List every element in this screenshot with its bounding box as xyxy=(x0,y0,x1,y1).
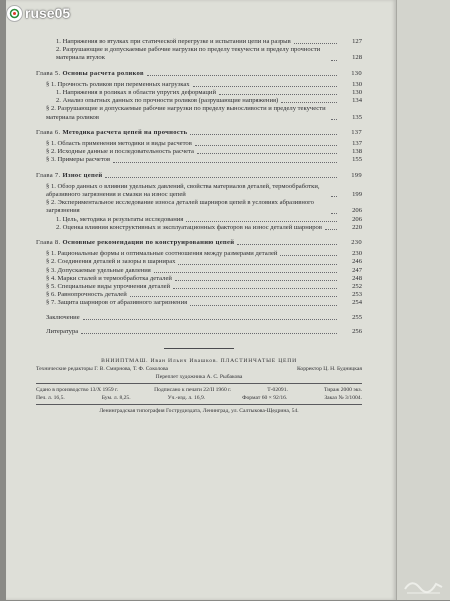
toc-entry xyxy=(36,81,362,89)
leader-dots xyxy=(190,305,337,306)
page-number: 252 xyxy=(352,283,362,291)
page-number: 135 xyxy=(352,113,362,121)
toc-chapter-heading xyxy=(36,239,362,247)
imprint-print-sheets: Печ. л. 16,5. xyxy=(36,395,65,402)
leader-dots xyxy=(331,60,337,61)
toc-entry xyxy=(36,199,362,215)
leader-dots xyxy=(219,94,337,95)
watermark-icon xyxy=(402,574,446,596)
page-number: 248 xyxy=(352,274,362,282)
toc-entry-text: § 2. Исходные данные и последовательность расчета xyxy=(46,148,194,156)
leader-dots xyxy=(186,221,337,222)
leader-dots xyxy=(113,162,337,163)
page-number: 199 xyxy=(352,191,362,199)
toc-entry-text: § 1. Прочность роликов при переменных нагрузках xyxy=(46,80,190,88)
page-number: 255 xyxy=(352,313,362,321)
page-number: 220 xyxy=(352,223,362,231)
toc-entry-text: 2. Анализ опытных данных по прочности роликов (разрушающие напряжения) xyxy=(56,97,279,105)
page-number: 247 xyxy=(352,266,362,274)
page-number: 230 xyxy=(352,250,362,258)
chapter-title xyxy=(36,70,144,78)
separator-rule xyxy=(164,348,234,349)
page-number: 130 xyxy=(352,80,362,88)
leader-dots xyxy=(130,296,337,297)
toc-entry-text: 1. Напряжения во втулках при статической перегрузке и испытании цепи на разрыв xyxy=(56,38,291,45)
toc-entry-text: 2. Оценка влияния конструктивных и эксплуатационных факторов на износ деталей шарниров xyxy=(56,223,322,231)
leader-dots xyxy=(331,196,337,197)
page-number: 206 xyxy=(352,207,362,215)
toc-entry xyxy=(36,328,362,336)
page-number: 138 xyxy=(352,148,362,156)
toc-entry xyxy=(36,183,362,199)
imprint-dates xyxy=(36,386,362,394)
book-page xyxy=(6,0,396,600)
leader-dots xyxy=(281,102,337,103)
toc-entry xyxy=(36,216,362,224)
chapter-title xyxy=(36,172,102,180)
chapter-name: Основы расчета роликов xyxy=(62,69,144,77)
toc-entry-text: § 1. Область применения методики и виды расчетов xyxy=(46,140,192,148)
toc-entry-text: § 6. Равнопрочность деталей xyxy=(46,291,127,299)
toc-entry-text: § 2. Экспериментальное исследование износа деталей шарниров цепей в условиях абразивного загрязнения xyxy=(46,199,314,215)
chapter-name: Основные рекомендации по конструированию цепей xyxy=(62,239,235,247)
leader-dots xyxy=(195,145,337,146)
logo-mark-icon xyxy=(6,5,23,22)
chapter-label: Глава 5. xyxy=(36,69,61,77)
toc-entry xyxy=(36,140,362,148)
imprint-rule xyxy=(36,404,362,405)
leader-dots xyxy=(331,119,337,120)
toc-entry xyxy=(36,250,362,258)
toc-entry-text: 1. Напряжения в роликах в области упругих деформаций xyxy=(56,89,216,97)
leader-dots xyxy=(173,288,337,289)
page-number: 130 xyxy=(352,89,362,97)
toc-chapter-heading xyxy=(36,70,362,78)
toc-entry-text: § 1. Обзор данных о влиянии удельных давлений, свойства материалов деталей, термообработки, абразивного загрязнения и смазки на износ цепей xyxy=(46,182,320,199)
page-number: 130 xyxy=(351,69,362,77)
toc-entry xyxy=(36,275,362,283)
toc-entry-text: § 3. Примеры расчетов xyxy=(46,156,111,164)
leader-dots xyxy=(193,86,337,87)
leader-dots xyxy=(105,177,337,178)
toc-entry xyxy=(36,97,362,105)
chapter-title xyxy=(36,239,234,247)
toc-entry xyxy=(36,148,362,156)
page-number: 137 xyxy=(351,128,362,136)
facing-page-edge xyxy=(396,0,450,600)
leader-dots xyxy=(175,280,337,281)
toc-entry-text: § 4. Марки сталей и термообработка деталей xyxy=(46,274,172,282)
site-logo xyxy=(6,4,70,22)
imprint-signed: Подписано к печати 22/II 1960 г. xyxy=(154,387,232,394)
imprint-code: Т-02091. xyxy=(267,387,288,394)
page-number: 134 xyxy=(352,97,362,105)
table-of-contents xyxy=(36,38,362,415)
imprint-print-run: Тираж 2000 экз. xyxy=(323,387,362,394)
chapter-name: Методика расчета цепей на прочность xyxy=(62,128,188,136)
toc-entry-text: 2. Разрушающие и допускаемые рабочие нагрузки по пределу текучести и пределу прочности материала втулок xyxy=(56,46,321,62)
imprint-paper-sheets: Бум. л. 8,25. xyxy=(101,395,131,402)
toc-entry-text: § 5. Специальные виды упрочнения деталей xyxy=(46,283,171,291)
imprint-block xyxy=(36,357,362,415)
imprint-edition-sheets: Уч.-изд. л. 16,9. xyxy=(167,395,206,402)
toc-entry-text: 1. Цель, методика и результаты исследования xyxy=(56,215,184,223)
leader-dots xyxy=(331,213,337,214)
imprint-printer: Ленинградская типография Гострудиздата, Ленинград, ул. Салтыкова-Щедрина, 54. xyxy=(99,408,299,415)
imprint-technical-editors: Технические редакторы Г. В. Смирнова, Т. Ф. Соколова xyxy=(36,366,169,373)
toc-entry xyxy=(36,291,362,299)
toc-entry xyxy=(36,267,362,275)
leader-dots xyxy=(190,134,337,135)
toc-entry xyxy=(36,38,362,46)
toc-entry xyxy=(36,258,362,266)
leader-dots xyxy=(178,264,337,265)
toc-entry xyxy=(36,105,362,121)
toc-entry xyxy=(36,46,362,62)
toc-entry-text: § 2. Разрушающие и допускаемые рабочие нагрузки по пределу выносливости и пределу текучести материала роликов xyxy=(46,105,326,121)
imprint-order: Заказ № 3/1004. xyxy=(324,395,362,402)
leader-dots xyxy=(81,333,337,334)
imprint-submitted: Сдано в производство 13/X 1959 г. xyxy=(36,387,119,394)
imprint-editors xyxy=(36,365,362,373)
chapter-label: Глава 6. xyxy=(36,128,61,136)
toc-entry-text: § 3. Допускаемые удельные давления xyxy=(46,266,151,274)
leader-dots xyxy=(147,75,337,76)
chapter-title xyxy=(36,129,187,137)
page-number: 127 xyxy=(352,38,362,45)
leader-dots xyxy=(154,272,337,273)
leader-dots xyxy=(237,244,337,245)
page-number: 230 xyxy=(351,239,362,247)
chapter-label: Глава 7. xyxy=(36,171,61,179)
toc-chapter-heading xyxy=(36,172,362,180)
page-number: 253 xyxy=(352,291,362,299)
toc-entry-text: § 2. Соединения деталей и зазоры в шарнирах xyxy=(46,258,176,266)
page-number: 155 xyxy=(352,156,362,164)
toc-entry-text: § 7. Защита шарниров от абразивного загрязнения xyxy=(46,299,188,307)
toc-entry-text: § 1. Рациональные формы и оптимальные соотношения между размерами деталей xyxy=(46,250,278,258)
toc-chapter-heading xyxy=(36,129,362,137)
logo-text: ruse05 xyxy=(25,5,71,21)
toc-entry xyxy=(36,156,362,164)
imprint-rule xyxy=(36,383,362,384)
imprint-format: Формат 60 × 92/16. xyxy=(242,395,288,402)
page-number: 137 xyxy=(352,140,362,148)
imprint-title: ВНИИПТМАШ. Иван Ильич Ивашков. ПЛАСТИНЧАТЫЕ ЦЕПИ xyxy=(101,358,297,365)
leader-dots xyxy=(325,229,337,230)
toc-entry-text: Заключение xyxy=(46,313,80,321)
toc-entry xyxy=(36,299,362,307)
leader-dots xyxy=(197,153,337,154)
page-number: 254 xyxy=(352,299,362,307)
leader-dots xyxy=(83,319,337,320)
imprint-corrector: Корректор Ц. Н. Будницкая xyxy=(296,366,362,373)
imprint-binding: Переплет художника А. С. Рыбакова xyxy=(155,374,243,381)
toc-entry xyxy=(36,283,362,291)
imprint-specs xyxy=(36,394,362,402)
page-number: 199 xyxy=(351,171,362,179)
leader-dots xyxy=(280,255,337,256)
chapter-name: Износ цепей xyxy=(62,171,103,179)
toc-entry-text: Литература xyxy=(46,327,79,335)
page-number: 246 xyxy=(352,258,362,266)
page-number: 256 xyxy=(352,327,362,335)
page-number: 128 xyxy=(352,54,362,62)
page-number: 206 xyxy=(352,215,362,223)
toc-entry xyxy=(36,89,362,97)
toc-entry xyxy=(36,314,362,322)
leader-dots xyxy=(294,43,337,44)
chapter-label: Глава 8. xyxy=(36,239,61,247)
toc-entry xyxy=(36,224,362,232)
